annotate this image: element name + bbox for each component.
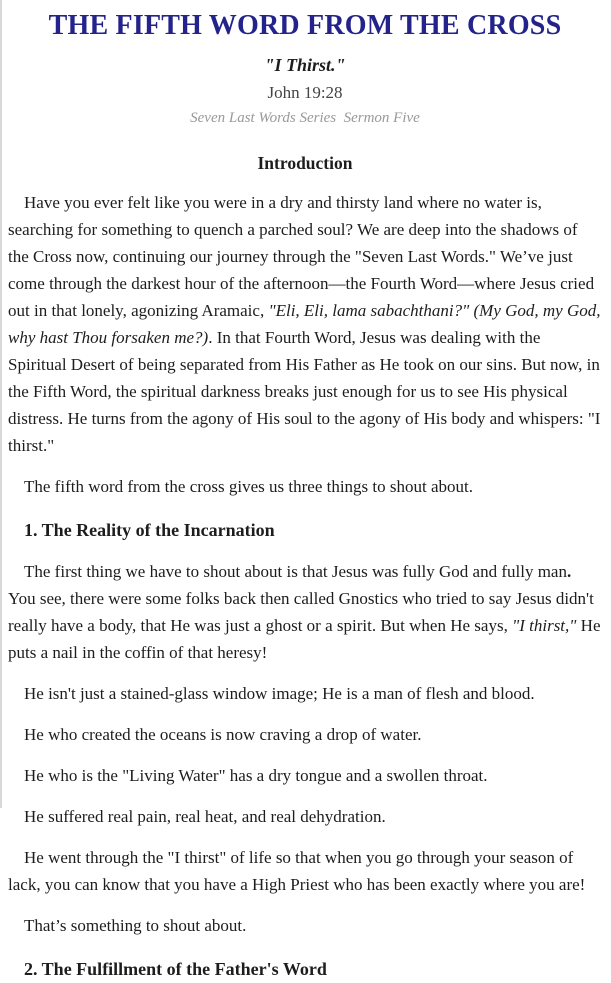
paragraph: [8, 473, 602, 500]
series-meta: [8, 110, 602, 127]
text-run: 2. The Fulfillment of the Father's Word: [24, 959, 327, 980]
paragraph: [8, 189, 602, 459]
section-heading: [8, 517, 602, 544]
text-run: That’s something to shout about.: [24, 916, 247, 936]
text-run: He isn't just a stained-glass window image; He is a man of flesh and blood.: [24, 684, 535, 704]
sermon-subtitle: "I Thirst.": [264, 55, 346, 76]
text-run: You see, there were some folks back then called Gnostics who tried to say Jesus didn't really have a body, that He was just a ghost or a spirit. But when He says,: [8, 589, 594, 636]
paragraph: [8, 721, 602, 748]
text-run: He who is the "Living Water" has a dry tongue and a swollen throat.: [24, 766, 488, 786]
paragraph: [8, 680, 602, 707]
paragraph: [8, 912, 602, 939]
text-run: "Eli, Eli, lama sabachthani?" (My God, my God, why hast Thou forsaken me?): [8, 301, 601, 348]
text-run: . In that Fourth Word, Jesus was dealing with the Spiritual Desert of being separated from His Father as He took on our sins. But now, in the Fifth Word, the spiritual darkness breaks just enough for us to see His physical distress. He turns from the agony of His soul to the agony of His body and whispers: "I thirst.": [8, 328, 601, 456]
paragraph: [8, 762, 602, 789]
content-blocks: [8, 189, 602, 983]
page-title: THE FIFTH WORD FROM THE CROSS: [48, 10, 562, 41]
text-run: Have you ever felt like you were in a dry and thirsty land where no water is, searching for something to quench a parched soul? We are deep into the shadows of the Cross now, continuing our journey through the "Seven Last Words." We’ve just come through the darkest hour of the afternoon—the Fourth Word—where Jesus cried out in that lonely, agonizing Aramaic,: [8, 193, 595, 321]
text-run: He went through the "I thirst" of life so that when you go through your season of lack, you can know that you have a High Priest who has been exactly where you are!: [8, 848, 586, 895]
sermon-document: [2, 0, 611, 983]
text-run: The first thing we have to shout about is that Jesus was fully God and fully man: [24, 562, 567, 582]
section-heading: [8, 956, 602, 983]
text-run: He suffered real pain, real heat, and real dehydration.: [24, 807, 386, 827]
text-run: .: [566, 562, 572, 582]
paragraph: [8, 558, 602, 666]
text-run: 1. The Reality of the Incarnation: [24, 520, 275, 541]
text-run: He who created the oceans is now craving a drop of water.: [24, 725, 422, 745]
paragraph: [8, 844, 602, 898]
text-run: "I thirst,": [512, 616, 577, 636]
sermon-number-label: Sermon Five: [343, 110, 420, 127]
text-run: The fifth word from the cross gives us three things to shout about.: [24, 477, 474, 497]
text-run: He puts a nail in the coffin of that heresy!: [8, 616, 601, 663]
introduction-heading: Introduction: [257, 153, 353, 174]
series-label: Seven Last Words Series: [190, 110, 337, 127]
paragraph: [8, 803, 602, 830]
scripture-reference: John 19:28: [267, 83, 343, 103]
